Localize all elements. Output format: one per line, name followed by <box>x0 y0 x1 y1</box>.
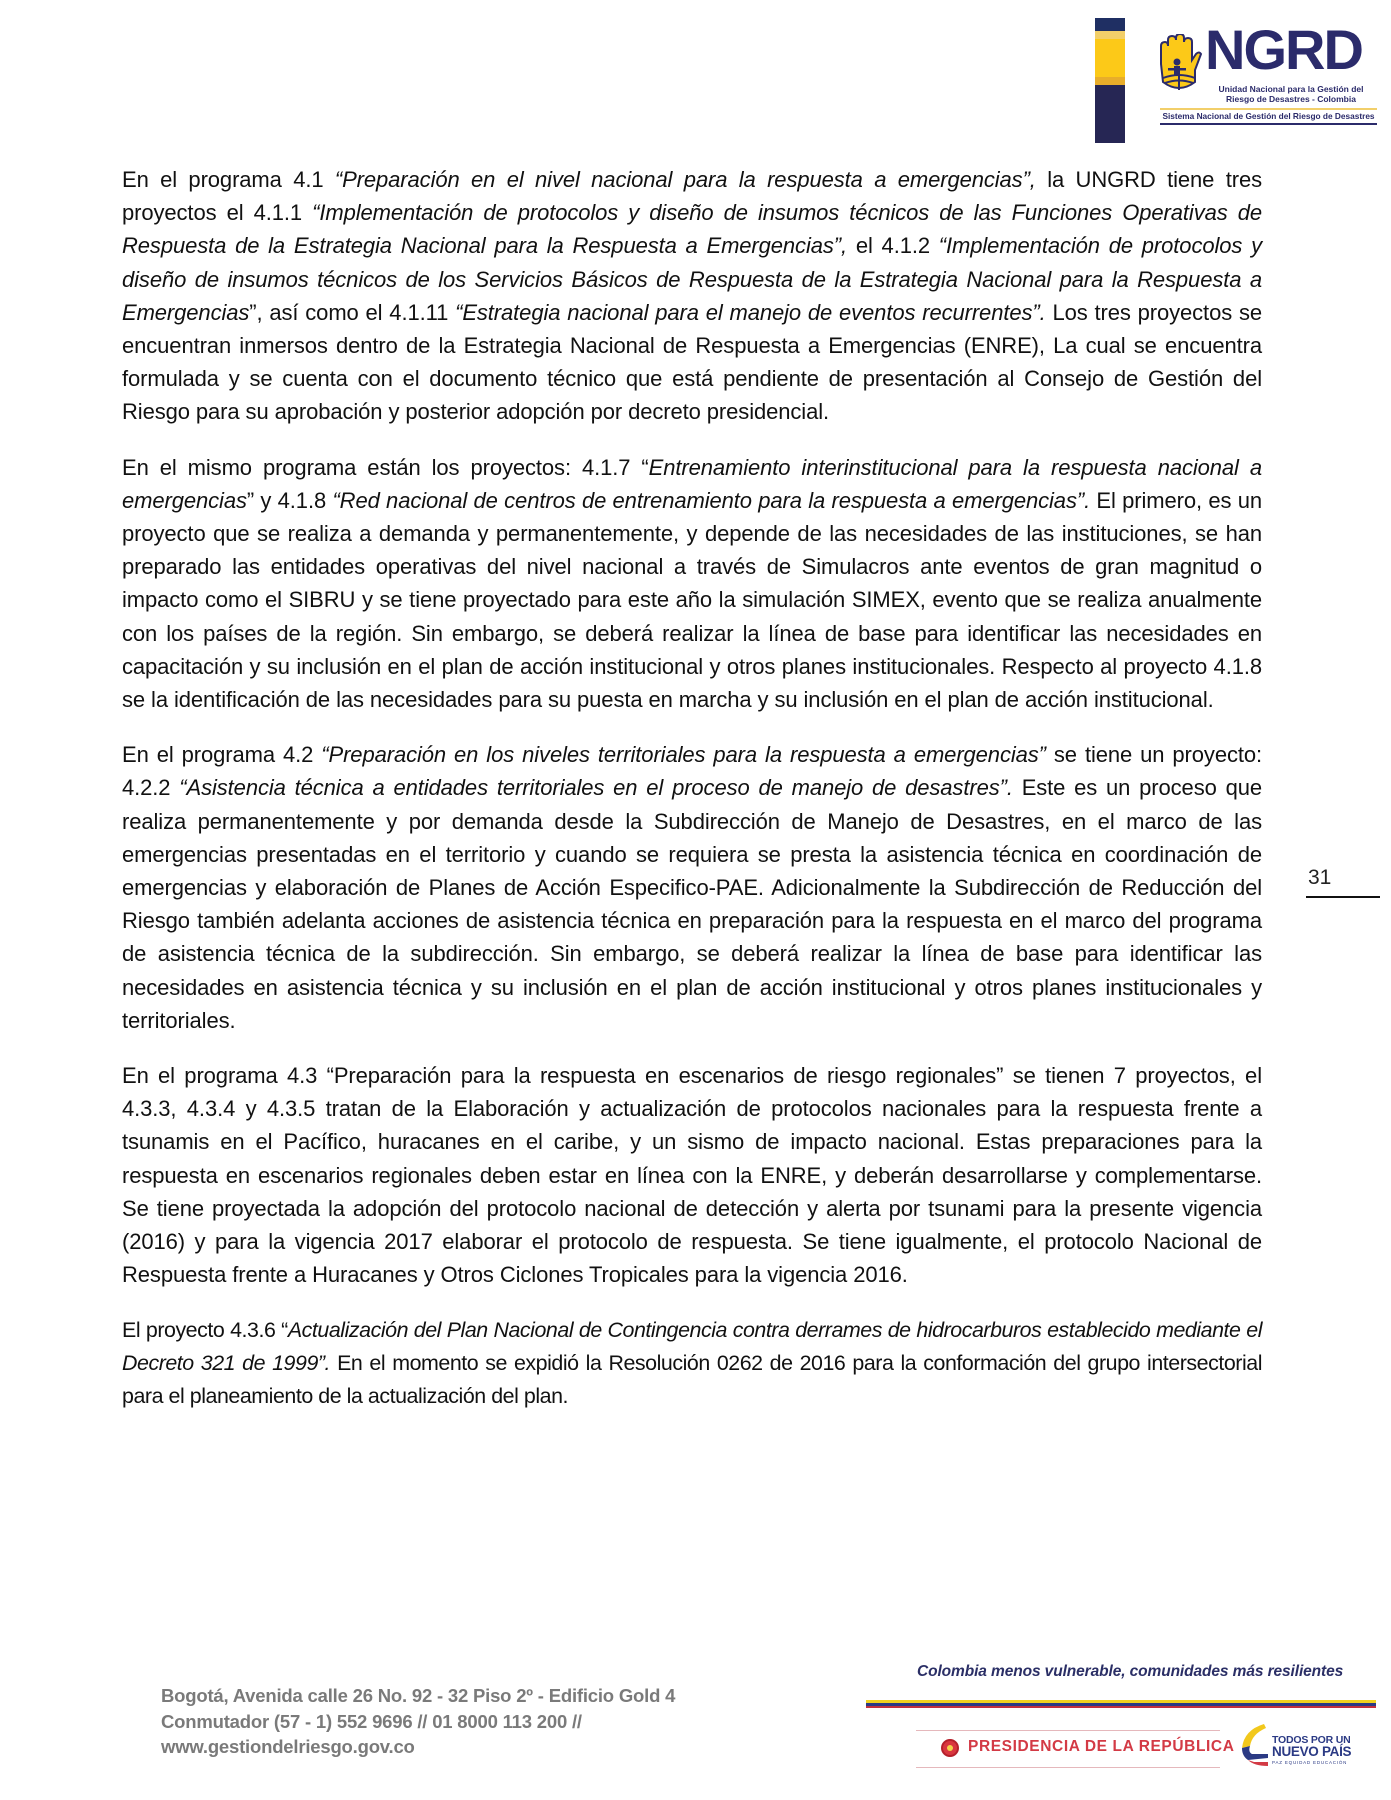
text-run: la UNGRD tiene tres proyectos el 4.1.1 <box>122 167 1262 226</box>
presidencia-label: PRESIDENCIA DE LA REPÚBLICA <box>968 1738 1235 1755</box>
nuevo-pais-line3: PAZ EQUIDAD EDUCACIÓN <box>1272 1760 1348 1765</box>
paragraph <box>122 1314 1262 1414</box>
header-color-bar <box>1095 18 1125 143</box>
nuevo-pais-emblem-icon <box>1238 1722 1270 1770</box>
raised-hand-emblem-icon <box>1155 34 1203 96</box>
text-run: El primero, es un proyecto que se realiza a demanda y permanentemente, y depende de las necesidades de las instituciones, se han preparado las entidades operativas del nivel nacional a través de Simulacros ante eventos de gran magnitud o impacto como el SIBRU y se tiene proyectado para este año la simulación SIMEX, evento que se realiza anualmente con los países de la región. Sin embargo, se deberá realizar la línea de base para identificar las necesidades en capacitación y su inclusión en el plan de acción institucional y otros planes institucionales. Respecto al proyecto 4.1.8 se la identificación de las necesidades para su puesta en marcha y su inclusión en el plan de acción institucional. <box>122 487 1262 713</box>
website-link[interactable]: www.gestiondelriesgo.gov.co <box>161 1736 415 1757</box>
text-run: ”, así como el 4.1.11 <box>249 299 456 325</box>
text-run-italic: “Implementación de protocolos y diseño de insumos técnicos de las Funciones Operativas de Respuesta de la Estrategia Nacional para la Respuesta a Emergencias”, <box>122 200 1263 259</box>
logo-acronym: NGRD <box>1205 18 1362 81</box>
nuevo-pais-line1: TODOS POR UN <box>1272 1734 1351 1746</box>
text-run-italic: “Preparación en los niveles territoriales para la respuesta a emergencias” <box>321 742 1046 768</box>
text-run-italic: “Red nacional de centros de entrenamiento para la respuesta a emergencias”. <box>332 487 1091 513</box>
text-run-italic: Entrenamiento interinstitucional para la respuesta nacional a emergencias <box>122 454 1262 513</box>
text-run-italic: Actualización del Plan Nacional de Contingencia contra derrames de hidrocarburos establecido mediante el Decreto 321 de 1999”. <box>122 1317 1262 1375</box>
color-bar-segment <box>1095 85 1125 143</box>
ngrd-logo <box>1155 18 1380 130</box>
page-number-rule <box>1306 896 1380 898</box>
page-number <box>1306 866 1382 898</box>
document-body <box>122 163 1262 1413</box>
text-run: En el programa 4.1 <box>122 167 335 192</box>
text-run: se tiene un proyecto: 4.2.2 <box>122 742 1263 801</box>
nuevo-pais-logo <box>1238 1722 1378 1772</box>
paragraph <box>122 738 1262 1037</box>
logo-system-name: Sistema Nacional de Gestión del Riesgo de Desastres <box>1162 111 1375 121</box>
text-run-italic: “Asistencia técnica a entidades territoriales en el proceso de manejo de desastres”. <box>179 775 1013 801</box>
colombia-flag-stripe <box>866 1700 1376 1708</box>
page-number-value: 31 <box>1308 866 1332 889</box>
text-run: Este es un proceso que realiza permanentemente y por demanda desde la Subdirección de Manejo de Desastres, en el marco de las emergencias presentadas en el territorio y cuando se requiera se presta la asistencia técnica en coordinación de emergencias y elaboración de Planes de Acción Especifico-PAE. Adicionalmente la Subdirección de Reducción del Riesgo también adelanta acciones de asistencia técnica en preparación para la respuesta en el marco del programa de asistencia técnica de la subdirección. Sin embargo, se deberá realizar la línea de base para identificar las necesidades en asistencia técnica y su inclusión en el plan de acción institucional y otros planes institucionales y territoriales. <box>122 775 1262 1033</box>
text-run: En el programa 4.3 “Preparación para la respuesta en escenarios de riesgo regionales” se tienen 7 proyectos, el 4.3.3, 4.3.4 y 4.3.5 tratan de la Elaboración y actualización de protocolos nacionales para la respuesta frente a tsunamis en el Pacífico, huracanes en el caribe, y un sismo de impacto nacional. Estas preparaciones para la respuesta en escenarios regionales deben estar en línea con la ENRE, y deberán desarrollarse y complementarse. Se tiene proyectada la adopción del protocolo nacional de detección y alerta por tsunami para la presente vigencia (2016) y para la vigencia 2017 elaborar el protocolo de respuesta. Se tiene igualmente, el protocolo Nacional de Respuesta frente a Huracanes y Otros Ciclones Tropicales para la vigencia 2016. <box>122 1063 1262 1288</box>
text-run-italic: “Estrategia nacional para el manejo de eventos recurrentes”. <box>455 299 1046 325</box>
text-run: ” y 4.1.8 <box>246 487 333 513</box>
logo-subtitle <box>1205 84 1377 104</box>
text-run: Los tres proyectos se encuentran inmersos dentro de la Estrategia Nacional de Respuesta a Emergencias (ENRE), La cual se encuentra formulada y se cuenta con el documento técnico que está pendiente de presentación al Consejo de Gestión del Riesgo para su aprobación y posterior adopción por decreto presidencial. <box>122 299 1262 425</box>
logo-subtitle-line: Unidad Nacional para la Gestión del <box>1218 84 1364 94</box>
paragraph <box>122 1059 1262 1291</box>
logo-subtitle-line: Riesgo de Desastres - Colombia <box>1226 94 1356 104</box>
address-line: Bogotá, Avenida calle 26 No. 92 - 32 Piso 2º - Edificio Gold 4 <box>161 1685 676 1706</box>
color-bar-segment <box>1095 39 1125 77</box>
text-run-italic: “Implementación de protocolos y diseño de insumos técnicos de los Servicios Básicos de Respuesta de la Estrategia Nacional para la Respuesta a Emergencias <box>122 233 1262 325</box>
color-bar-segment <box>1095 77 1125 85</box>
national-seal-icon <box>941 1739 959 1757</box>
logo-divider <box>1160 123 1377 125</box>
nuevo-pais-line2: NUEVO PAÍS <box>1272 1744 1352 1759</box>
color-bar-segment <box>1095 18 1125 31</box>
presidencia-logo <box>916 1730 1235 1768</box>
text-run: En el momento se expidió la Resolución 0262 de 2016 para la conformación del grupo intersectorial para el planeamiento de la actualización del plan. <box>122 1350 1262 1408</box>
paragraph <box>122 163 1262 429</box>
text-run: el 4.1.2 <box>847 233 939 259</box>
text-run: En el mismo programa están los proyectos: 4.1.7 “ <box>122 454 649 480</box>
logo-divider <box>1160 108 1377 110</box>
footer-slogan: Colombia menos vulnerable, comunidades más resilientes <box>917 1663 1344 1680</box>
text-run: En el programa 4.2 <box>122 742 322 768</box>
phone-line: Conmutador (57 - 1) 552 9696 // 01 8000 113 200 // <box>161 1710 582 1732</box>
text-run-italic: “Preparación en el nivel nacional para la respuesta a emergencias”, <box>334 167 1036 192</box>
paragraph <box>122 451 1262 717</box>
footer-address <box>161 1683 675 1760</box>
text-run: El proyecto 4.3.6 “ <box>122 1317 288 1342</box>
color-bar-segment <box>1095 31 1125 39</box>
flag-red <box>866 1706 1376 1708</box>
